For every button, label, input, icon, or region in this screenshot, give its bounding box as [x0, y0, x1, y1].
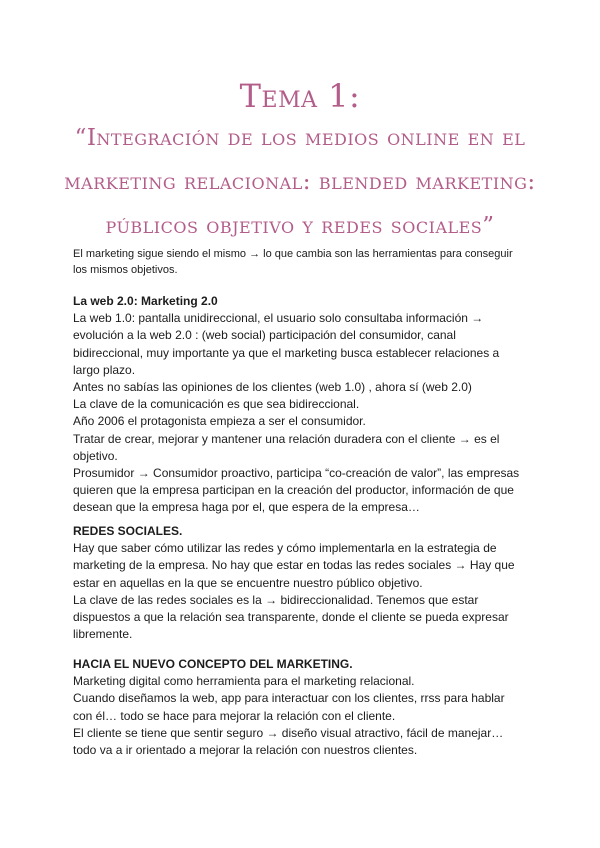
- paragraph-line: La clave de la comunicación es que sea bidireccional.: [73, 397, 360, 412]
- paragraph-line: Hay que saber cómo utilizar las redes y cómo implementarla en la estrategia de: [73, 541, 497, 556]
- paragraph-line: Antes no sabías las opiniones de los clientes (web 1.0) , ahora sí (web 2.0): [73, 380, 472, 395]
- paragraph-line: quieren que la empresa participan en la creación del productor, información de que: [73, 483, 514, 498]
- paragraph-line: Tratar de crear, mejorar y mantener una relación duradera con el cliente → es el: [73, 431, 500, 446]
- section-heading: La web 2.0: Marketing 2.0: [73, 294, 218, 308]
- paragraph-line: evolución a la web 2.0 : (web social) participación del consumidor, canal: [73, 328, 456, 343]
- intro-line: El marketing sigue siendo el mismo → lo que cambia son las herramientas para conseguir: [73, 248, 513, 260]
- section-heading: HACIA EL NUEVO CONCEPTO DEL MARKETING.: [73, 657, 353, 671]
- paragraph-line: La web 1.0: pantalla unidireccional, el usuario solo consultaba información →: [73, 311, 484, 326]
- intro-line: los mismos objetivos.: [73, 264, 178, 276]
- section-nuevo-concepto: [73, 656, 533, 759]
- intro-paragraph: [73, 246, 533, 278]
- paragraph-line: estar en aquellas en la que se encuentre nuestro público objetivo.: [73, 575, 423, 590]
- title-main: Tema 1:: [239, 77, 361, 115]
- paragraph-line: todo va a ir orientado a mejorar la relación con nuestros clientes.: [73, 743, 418, 758]
- paragraph-line: El cliente se tiene que sentir seguro → diseño visual atractivo, fácil de manejar…: [73, 725, 504, 740]
- paragraph-line: Año 2006 el protagonista empieza a ser el consumidor.: [73, 414, 366, 429]
- document-title: [0, 76, 600, 248]
- paragraph-line: dispuestos a que la relación sea transparente, donde el cliente se pueda expresar: [73, 610, 509, 625]
- paragraph-line: objetivo.: [73, 448, 118, 463]
- title-line-2: marketing relacional: blended marketing:: [64, 169, 536, 195]
- paragraph-line: La clave de las redes sociales es la → bidireccionalidad. Tenemos que estar: [73, 592, 479, 607]
- section-web-2-0: [73, 293, 533, 517]
- title-line-1: “Integración de los medios online en el: [74, 125, 526, 151]
- paragraph-line: largo plazo.: [73, 362, 136, 377]
- paragraph-line: Prosumidor → Consumidor proactivo, participa “co-creación de valor”, las empresas: [73, 466, 520, 481]
- paragraph-line: Cuando diseñamos la web, app para interactuar con los clientes, rrss para hablar: [73, 691, 505, 706]
- paragraph-line: marketing de la empresa. No hay que estar en todas las redes sociales → Hay que: [73, 558, 515, 573]
- paragraph-line: Marketing digital como herramienta para el marketing relacional.: [73, 674, 415, 689]
- section-redes-sociales: [73, 523, 533, 643]
- title-line-3: públicos objetivo y redes sociales”: [105, 213, 495, 239]
- paragraph-line: con él… todo se hace para mejorar la relación con el cliente.: [73, 708, 396, 723]
- paragraph-line: desean que la empresa haga por el, que espera de la empresa…: [73, 500, 420, 515]
- paragraph-line: bidireccional, muy importante ya que el marketing busca establecer relaciones a: [73, 345, 500, 360]
- section-heading: REDES SOCIALES.: [73, 524, 183, 538]
- paragraph-line: libremente.: [73, 627, 133, 642]
